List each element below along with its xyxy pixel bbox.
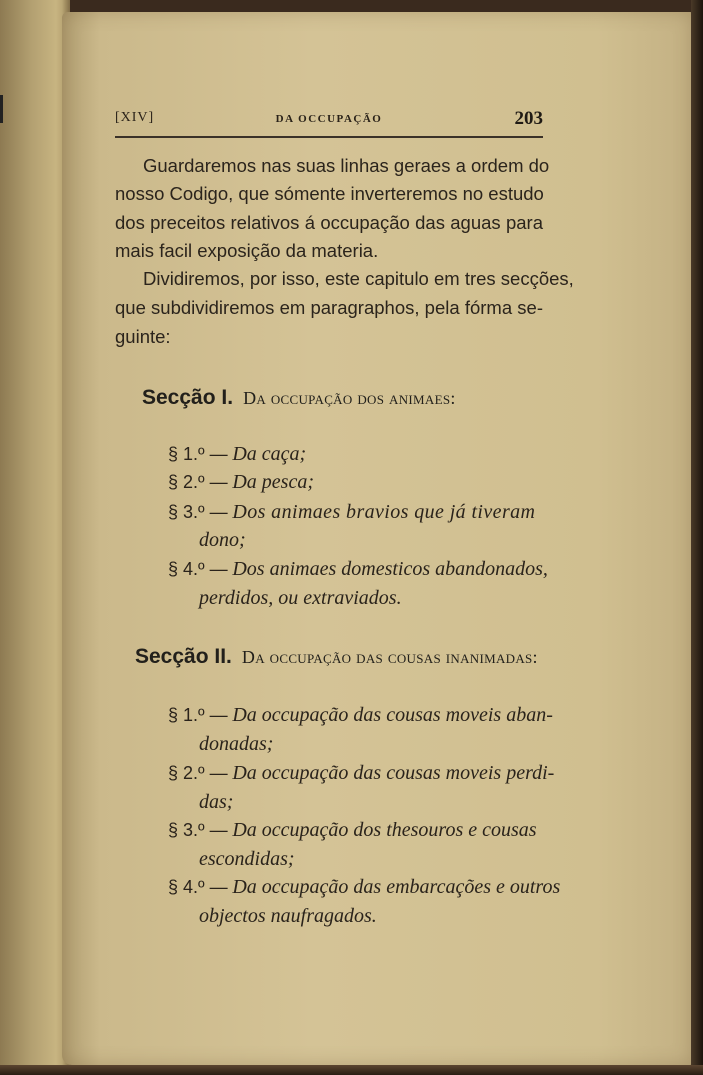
section-1-heading [142,386,456,410]
paragraph-2 [115,268,574,358]
facing-page-edge [0,0,70,1075]
paragraph-line: Dividiremos, por isso, este capitulo em tres secções, [143,268,574,289]
list-item: § 3.º — Dos animaes bravios que já tiveram [168,501,536,523]
page-bottom-shadow [0,1065,703,1075]
list-item: § 1.º — Da caça; [168,443,307,465]
running-title: DA OCCUPAÇÃO [275,113,383,125]
list-item: § 4.º — Da occupação das embarcações e outros [168,876,561,898]
list-item-continuation: dono; [199,529,246,551]
paragraph-line: Guardaremos nas suas linhas geraes a ordem do [143,155,550,176]
list-item: § 2.º — Da occupação das cousas moveis perdi- [168,762,555,784]
running-header [115,110,543,134]
paragraph-line: que subdividiremos em paragraphos, pela fórma se- [115,297,543,318]
list-item-continuation: donadas; [199,733,274,755]
section-label: Secção I. [142,386,234,409]
header-rule [115,136,543,138]
section-title: Da occupação das cousas inanimadas: [241,647,538,667]
section-2-heading [135,645,538,669]
paragraph-line: guinte: [115,326,171,347]
list-item: § 4.º — Dos animaes domesticos abandonados, [168,558,548,580]
section-label: Secção II. [135,645,232,668]
folio-marker: [XIV] [115,110,155,125]
paragraph-line: nosso Codigo, que sómente inverteremos no estudo [115,183,544,204]
spine-mark [0,95,3,123]
list-item: § 2.º — Da pesca; [168,471,314,493]
list-item: § 3.º — Da occupação dos thesouros e cousas [168,819,537,841]
paragraph-1 [115,155,550,265]
list-item-continuation: perdidos, ou extraviados. [199,587,402,609]
list-item: § 1.º — Da occupação das cousas moveis aban- [168,704,553,726]
page-number: 203 [514,108,543,129]
list-item-continuation: das; [199,791,234,813]
page-edge-shadow [691,0,703,1075]
section-title: Da occupação dos animaes: [243,388,456,408]
list-item-continuation: escondidas; [199,848,295,870]
list-item-continuation: objectos naufragados. [199,905,377,927]
paragraph-line: mais facil exposição da materia. [115,240,379,261]
paragraph-line: dos preceitos relativos á occupação das aguas para [115,212,543,233]
